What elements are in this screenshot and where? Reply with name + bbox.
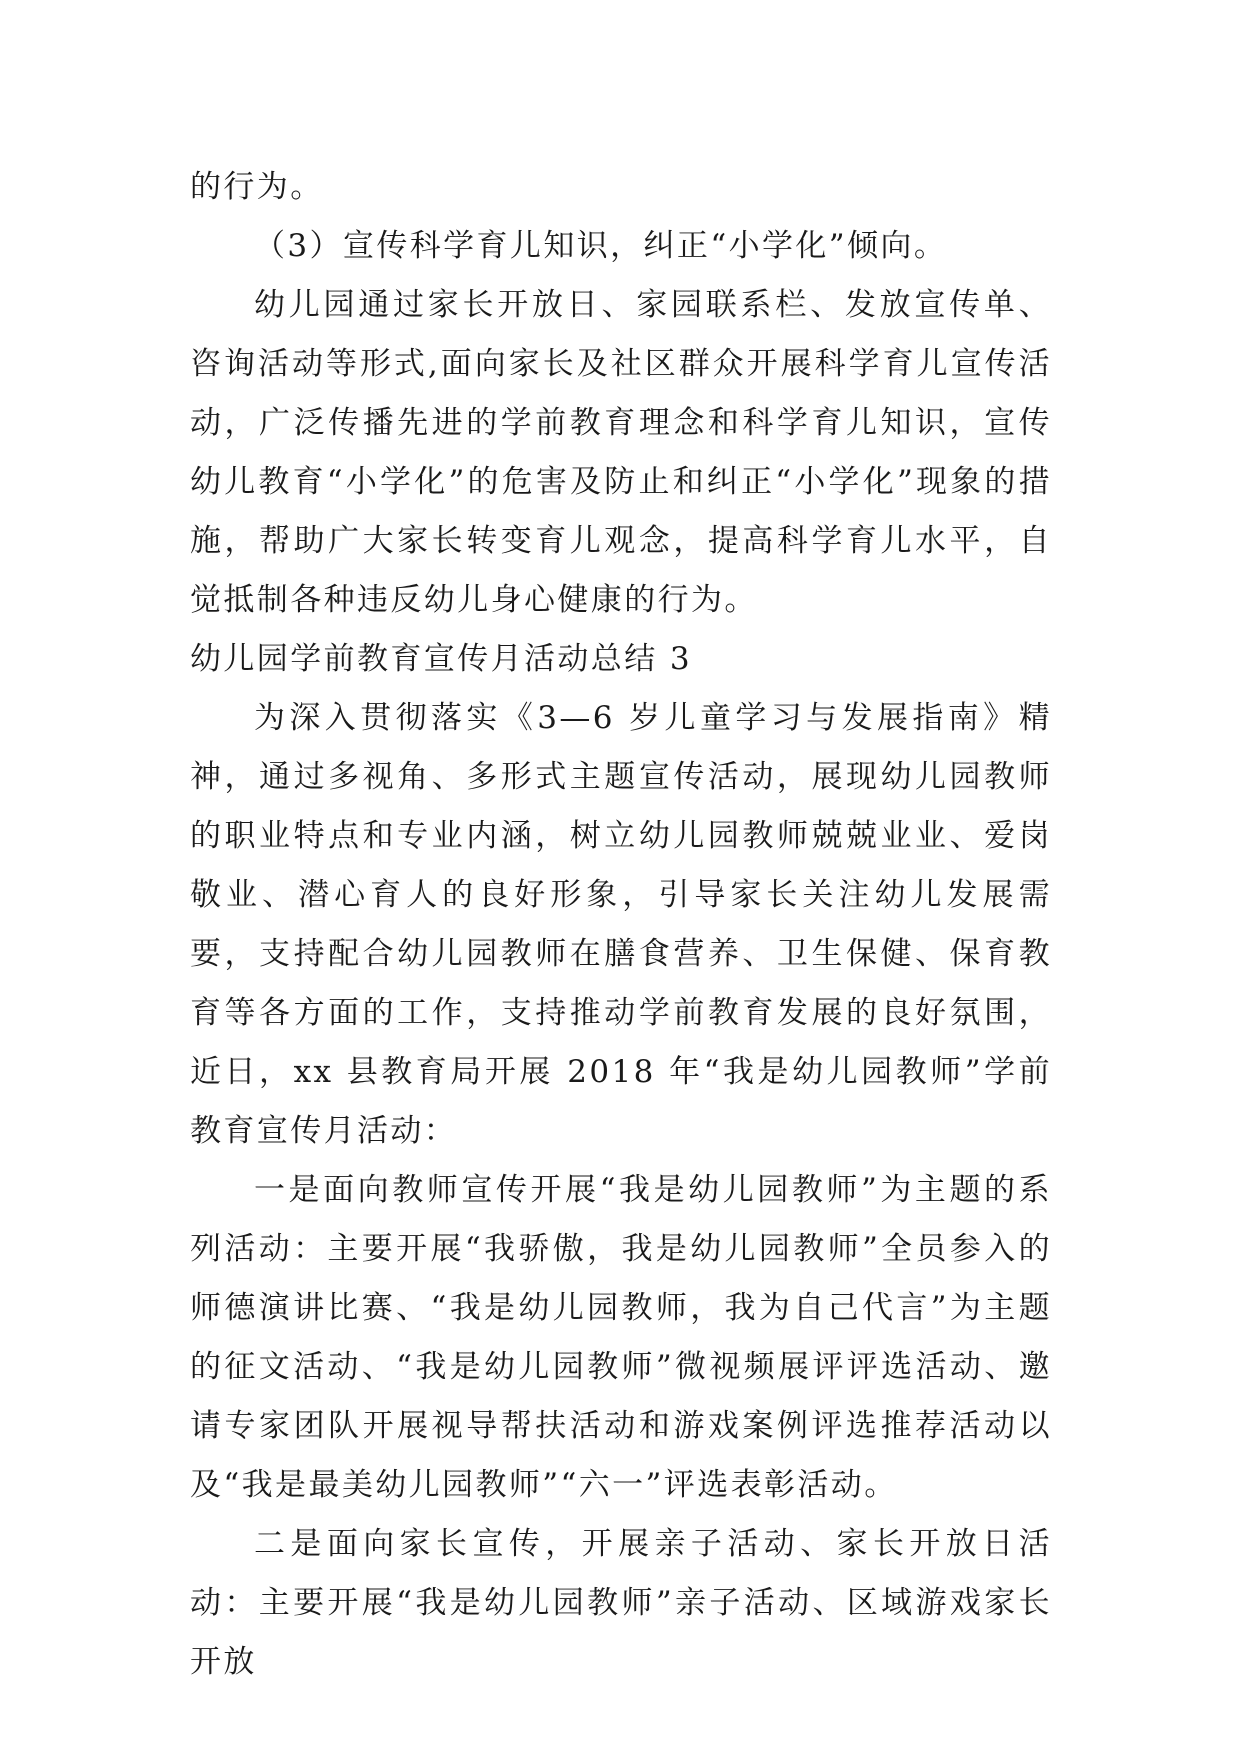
document-body (190, 158, 1052, 1692)
section-title: 幼儿园学前教育宣传月活动总结 3 (190, 641, 692, 677)
paragraph-item-3: （3）宣传科学育儿知识，纠正“小学化”倾向。 (254, 228, 948, 264)
paragraph-teacher-activities: 一是面向教师宣传开展“我是幼儿园教师”为主题的系列活动：主要开展“我骄傲，我是幼儿园教师”全员参入的师德演讲比赛、“我是幼儿园教师，我为自己代言”为主题的征文活动、“我是幼儿园教师”微视频展评评选活动、邀请专家团队开展视导帮扶活动和游戏案例评选推荐活动以及“我是最美幼儿园教师”“六一”评选表彰活动。 (190, 1172, 1052, 1503)
paragraph-continuation: 的行为。 (190, 169, 324, 205)
paragraph-parent-activities: 二是面向家长宣传，开展亲子活动、家长开放日活动：主要开展“我是幼儿园教师”亲子活动、区域游戏家长开放 (190, 1526, 1052, 1680)
paragraph-kindergarten-publicity: 幼儿园通过家长开放日、家园联系栏、发放宣传单、咨询活动等形式,面向家长及社区群众开展科学育儿宣传活动，广泛传播先进的学前教育理念和科学育儿知识，宣传幼儿教育“小学化”的危害及防止和纠正“小学化”现象的措施，帮助广大家长转变育儿观念，提高科学育儿水平，自觉抵制各种违反幼儿身心健康的行为。 (190, 287, 1052, 618)
paragraph-intro: 为深入贯彻落实《3—6 岁儿童学习与发展指南》精神，通过多视角、多形式主题宣传活动，展现幼儿园教师的职业特点和专业内涵，树立幼儿园教师兢兢业业、爱岗敬业、潜心育人的良好形象，引导家长关注幼儿发展需要，支持配合幼儿园教师在膳食营养、卫生保健、保育教育等各方面的工作，支持推动学前教育发展的良好氛围，近日，xx 县教育局开展 2018 年“我是幼儿园教师”学前教育宣传月活动： (190, 700, 1052, 1149)
